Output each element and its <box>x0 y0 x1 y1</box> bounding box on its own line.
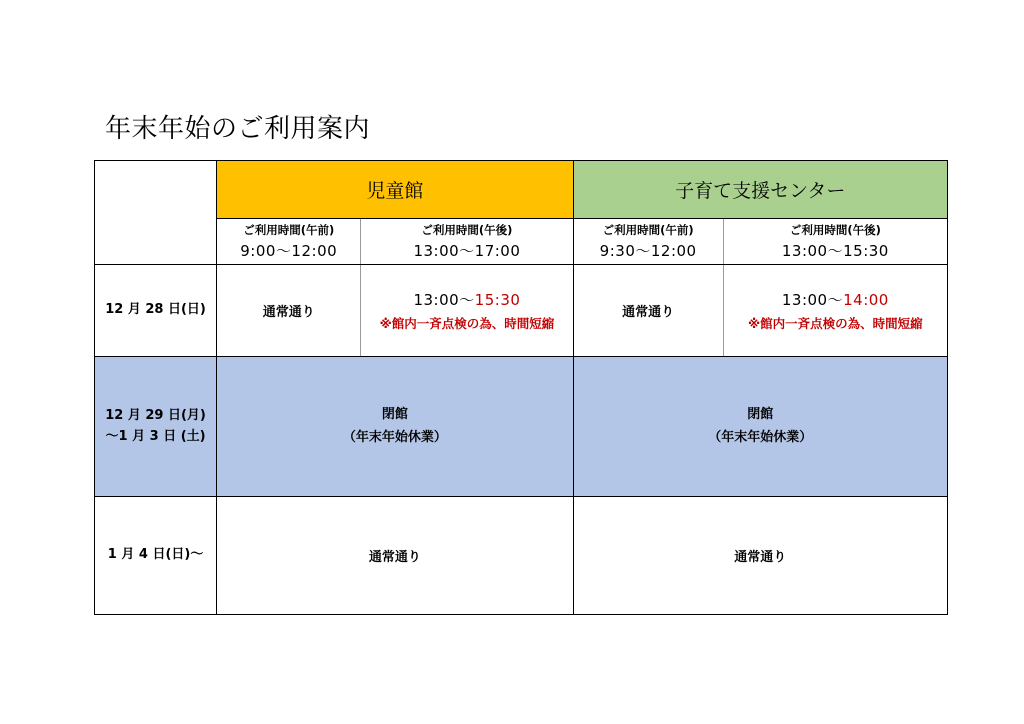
closed-cell <box>217 357 573 497</box>
facility-header-row <box>95 161 948 219</box>
closed-reason: （年末年始休業） <box>708 429 813 445</box>
hours-cell <box>217 219 361 265</box>
table-row <box>95 497 948 615</box>
hours-cell <box>361 219 573 265</box>
closed-reason: （年末年始休業） <box>342 429 447 445</box>
closed-label: 閉館 <box>747 407 774 423</box>
date-line: 12 月 29 日(月) <box>105 407 206 423</box>
schedule-table <box>94 160 948 615</box>
time-start: 13:00〜 <box>781 291 844 309</box>
hours-time: 13:00〜15:30 <box>781 242 889 260</box>
status-cell <box>361 265 573 357</box>
date-cell: 12 月 28 日(日) <box>95 265 217 357</box>
status-cell <box>723 265 947 357</box>
table-row <box>95 357 948 497</box>
hours-row <box>95 219 948 265</box>
hours-cell <box>573 219 723 265</box>
facility-header-kosodate: 子育て支援センター <box>573 161 947 219</box>
date-cell <box>95 357 217 497</box>
status-cell: 通常通り <box>217 265 361 357</box>
hours-time: 13:00〜17:00 <box>413 242 521 260</box>
time-end: 14:00 <box>843 291 889 309</box>
shortened-time <box>724 289 947 310</box>
table-row <box>95 265 948 357</box>
time-end: 15:30 <box>474 291 521 309</box>
notice-text: ※館内一斉点検の為、時間短縮 <box>748 316 923 331</box>
closed-cell <box>573 357 947 497</box>
hours-time: 9:00〜12:00 <box>240 242 338 260</box>
page-title: 年末年始のご利用案内 <box>105 114 371 144</box>
status-cell: 通常通り <box>573 497 947 615</box>
hours-label: ご利用時間(午後) <box>789 223 881 237</box>
hours-cell <box>723 219 947 265</box>
date-cell: 1 月 4 日(日)〜 <box>95 497 217 615</box>
notice-text: ※館内一斉点検の為、時間短縮 <box>379 316 555 331</box>
hours-label: ご利用時間(午前) <box>243 223 335 237</box>
hours-label: ご利用時間(午前) <box>602 223 694 237</box>
hours-time: 9:30〜12:00 <box>599 242 697 260</box>
shortened-time <box>361 289 572 310</box>
facility-header-jidokan: 児童館 <box>217 161 573 219</box>
date-line: 〜1 月 3 日 (土) <box>105 428 206 444</box>
closed-label: 閉館 <box>381 407 408 423</box>
status-cell: 通常通り <box>217 497 573 615</box>
hours-label: ご利用時間(午後) <box>421 223 513 237</box>
time-start: 13:00〜 <box>413 291 475 309</box>
corner-cell <box>95 161 217 265</box>
status-cell: 通常通り <box>573 265 723 357</box>
